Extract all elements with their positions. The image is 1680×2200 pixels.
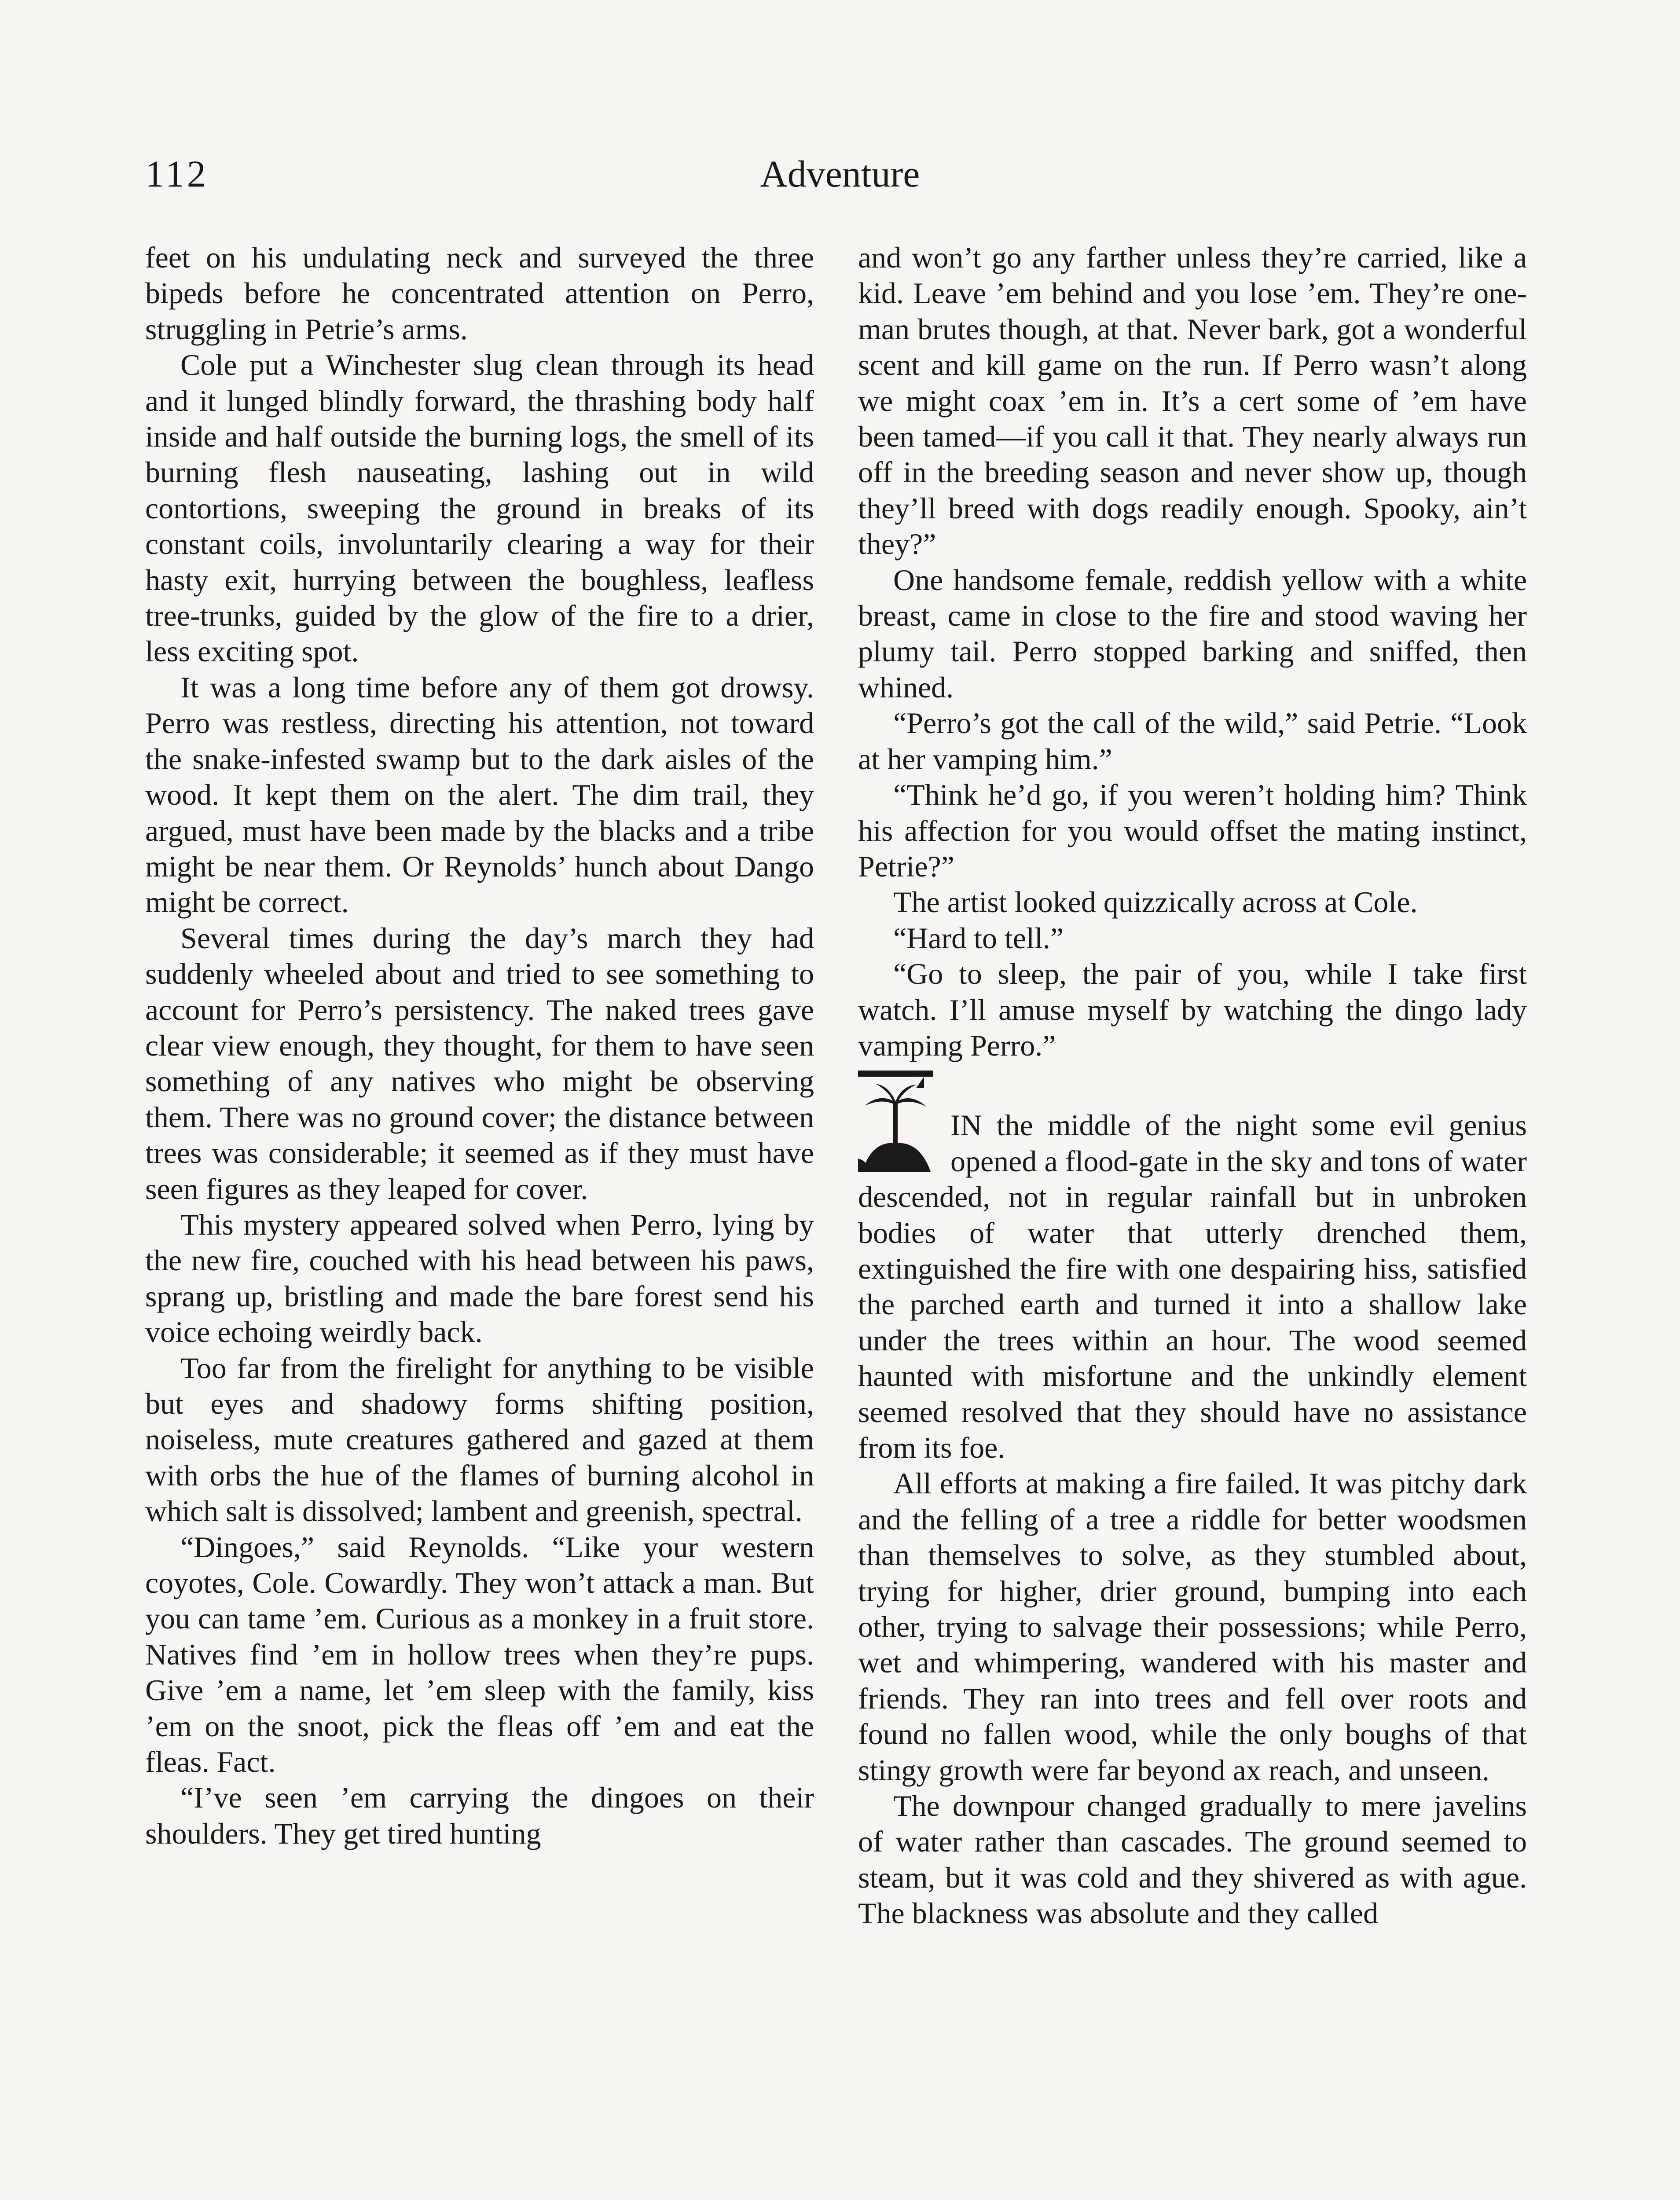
paragraph: “Think he’d go, if you weren’t holding him? Think his affection for you would offset the mating instinct, Petrie?” — [858, 778, 1527, 883]
paragraph: All efforts at making a fire failed. It was pitchy dark and the felling of a tree a riddle for better woodsmen than themselves to solve, as they stumbled about, trying for higher, drier ground, bumping into each other, trying to salvage their possessions; while Perro, wet and whimpering, wandered with his master and friends. They ran into trees and fell over roots and found no fallen wood, while the only boughs of that stingy growth were far beyond ax reach, and unseen. — [858, 1467, 1527, 1787]
palm-island-ornament-icon — [858, 1071, 933, 1172]
paragraph: The artist looked quizzically across at Cole. — [893, 885, 1418, 919]
paragraph: The downpour changed gradually to mere javelins of water rather than cascades. The ground seemed to steam, but it was cold and they shivered as with ague. The blackness was absolute and they called — [858, 1789, 1527, 1930]
paragraph: Several times during the day’s march they had suddenly wheeled about and tried to see something to account for Perro’s persistency. The naked trees gave clear view enough, they thought, for them to have seen something of any natives who might be observing them. There was no ground cover; the distance between trees was considerable; it seemed as if they must have seen figures as they leaped for cover. — [145, 921, 814, 1206]
left-column — [145, 240, 814, 1852]
right-column — [858, 240, 1527, 1932]
running-title: Adventure — [760, 153, 920, 195]
paragraph: This mystery appeared solved when Perro, lying by the new fire, couched with his head between his paws, sprang up, bristling and made the bare forest send his voice echoing weirdly back. — [145, 1207, 814, 1349]
paragraph: “Go to sleep, the pair of you, while I take first watch. I’ll amuse myself by watching the dingo lady vamping Perro.” — [858, 957, 1527, 1062]
page-number: 112 — [145, 153, 209, 195]
paragraph: “Hard to tell.” — [893, 921, 1064, 955]
paragraph: Too far from the firelight for anything to be visible but eyes and shadowy forms shifting position, noiseless, mute creatures gathered and gazed at them with orbs the hue of the flames of burning alcohol in which salt is dissolved; lambent and greenish, spectral. — [145, 1351, 814, 1528]
paragraph: Cole put a Winchester slug clean through its head and it lunged blindly forward, the thrashing body half inside and half outside the burning logs, the smell of its burning flesh nauseating, lashing out in wild contortions, sweeping the ground in breaks of its constant coils, involuntarily clearing a way for their hasty exit, hurrying between the boughless, leafless tree-trunks, guided by the glow of the fire to a drier, less exciting spot. — [145, 348, 814, 668]
paragraph: One handsome female, reddish yellow with a white breast, came in close to the fire and stood waving her plumy tail. Perro stopped barking and sniffed, then whined. — [858, 563, 1527, 704]
paragraph: “I’ve seen ’em carrying the dingoes on their shoulders. They get tired hunting — [145, 1781, 814, 1850]
paragraph: It was a long time before any of them got drowsy. Perro was restless, directing his attention, not toward the snake-infested swamp but to the dark aisles of the wood. It kept them on the alert. The dim trail, they argued, must have been made by the blacks and a tribe might be near them. Or Reynolds’ hunch about Dango might be correct. — [145, 670, 814, 919]
paragraph: feet on his undulating neck and surveyed the three bipeds before he concentrated attention on Perro, struggling in Petrie’s arms. — [145, 241, 814, 346]
paragraph: “Perro’s got the call of the wild,” said Petrie. “Look at her vamping him.” — [858, 706, 1527, 776]
page-header — [145, 152, 1535, 205]
paragraph: and won’t go any farther unless they’re carried, like a kid. Leave ’em behind and you lose ’em. They’re one-man brutes though, at that. Never bark, got a wonderful scent and kill game on the run. If Perro wasn’t along we might coax ’em in. It’s a cert some of ’em have been tamed—if you call it that. They nearly always run off in the breeding season and never show up, though they’ll breed with dogs readily enough. Spooky, ain’t they?” — [858, 241, 1527, 561]
paragraph: “Dingoes,” said Reynolds. “Like your western coyotes, Cole. Cowardly. They won’t attack a man. But you can tame ’em. Curious as a monkey in a fruit store. Natives find ’em in hollow trees when they’re pups. Give ’em a name, let ’em sleep with the family, kiss ’em on the snoot, pick the fleas off ’em and eat the fleas. Fact. — [145, 1530, 814, 1779]
paragraph-section-start: IN the middle of the night some evil genius opened a flood-gate in the sky and tons of water descended, not in regular rainfall but in unbroken bodies of water that utterly drenched them, extinguished the fire with one despairing hiss, satisfied the parched earth and turned it into a shallow lake under the trees within an hour. The wood seemed haunted with misfortune and the unkindly element seemed resolved that they should have no assistance from its foe. — [858, 1108, 1527, 1464]
